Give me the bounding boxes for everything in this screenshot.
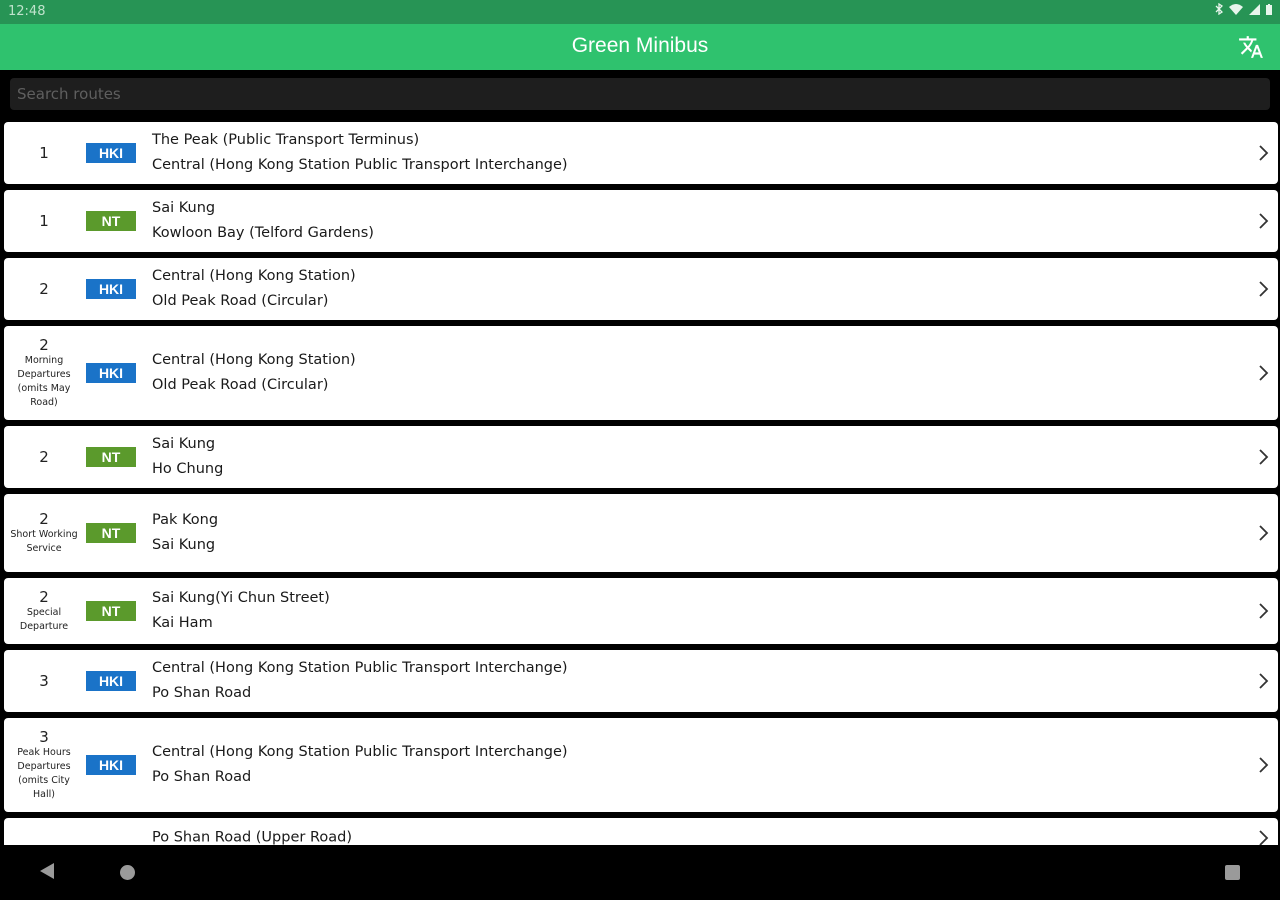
app-title: Green Minibus [571,34,709,57]
route-destination: Old Peak Road (Circular) [152,293,329,309]
route-destination: Po Shan Road [152,769,252,785]
route-number-block [4,818,84,845]
route-number-block [4,190,84,252]
route-number-block [4,578,84,644]
route-row[interactable] [4,578,1278,644]
search-input[interactable] [10,78,1270,110]
navigation-bar [0,845,1280,900]
chevron-right-icon [1256,212,1270,230]
route-row[interactable] [4,718,1278,812]
route-number-block [4,326,84,420]
status-icons [1215,3,1272,15]
route-number-block [4,122,84,184]
translate-icon[interactable] [1238,34,1264,60]
back-icon[interactable] [40,863,54,879]
route-number: 1 [39,144,49,162]
search-bar [0,70,1280,120]
region-badge: HKI [86,143,136,163]
region-badge: NT [86,211,136,231]
route-number-block [4,650,84,712]
app-bar [0,24,1280,70]
route-origin: The Peak (Public Transport Terminus) [152,132,420,148]
signal-icon [1249,4,1260,15]
route-service-note: Short Working Service [10,529,78,554]
route-origin: Sai Kung [152,436,216,452]
route-origin: Central (Hong Kong Station Public Transport Interchange) [152,744,568,760]
route-service-note: Peak Hours Departures (omits City Hall) [17,747,71,800]
route-destination: Sai Kung [152,537,216,553]
route-origin: Central (Hong Kong Station) [152,352,356,368]
route-number: 3 [39,672,49,690]
region-badge: HKI [86,363,136,383]
chevron-right-icon [1256,672,1270,690]
route-number: 2 [39,336,49,354]
route-number: 2 [39,280,49,298]
route-row[interactable] [4,650,1278,712]
route-number-block [4,718,84,812]
route-number: 1 [39,212,49,230]
route-row[interactable] [4,326,1278,420]
route-origin: Po Shan Road (Upper Road) [152,829,352,845]
chevron-right-icon [1256,280,1270,298]
status-time: 12:48 [8,4,46,19]
route-row[interactable] [4,426,1278,488]
route-origin: Pak Kong [152,512,219,528]
region-badge: NT [86,601,136,621]
region-badge: HKI [86,755,136,775]
wifi-icon [1229,4,1243,15]
route-destination: Central (Hong Kong Station Public Transport Interchange) [152,157,568,173]
route-origin: Central (Hong Kong Station Public Transport Interchange) [152,660,568,676]
route-number: 2 [39,448,49,466]
chevron-right-icon [1256,756,1270,774]
route-row[interactable] [4,818,1278,845]
chevron-right-icon [1256,448,1270,466]
route-stops [152,432,223,482]
route-stops [152,508,218,558]
route-row[interactable] [4,122,1278,184]
route-row[interactable] [4,494,1278,572]
chevron-right-icon [1256,144,1270,162]
route-origin: Sai Kung [152,200,216,216]
route-destination: Kai Ham [152,615,213,631]
route-number: 3 [39,728,49,746]
home-icon[interactable] [120,865,135,880]
route-stops [152,196,374,246]
route-stops [152,264,356,314]
route-number: 2 [39,510,49,528]
route-destination: Po Shan Road [152,685,252,701]
route-stops [152,656,568,706]
route-number: 2 [39,588,49,606]
route-service-note: Special Departure [19,607,69,632]
battery-icon [1266,4,1272,15]
chevron-right-icon [1256,829,1270,845]
region-badge: HKI [86,671,136,691]
region-badge: NT [86,523,136,543]
chevron-right-icon [1256,602,1270,620]
region-badge: NT [86,447,136,467]
route-stops [152,740,568,790]
route-row[interactable] [4,258,1278,320]
route-list [0,122,1280,845]
chevron-right-icon [1256,364,1270,382]
recent-apps-icon[interactable] [1225,865,1240,880]
route-origin: Central (Hong Kong Station) [152,268,356,284]
route-destination: Kowloon Bay (Telford Gardens) [152,225,374,241]
route-stops [152,826,352,846]
route-stops [152,348,356,398]
route-number-block [4,426,84,488]
route-number-block [4,494,84,572]
route-destination: Ho Chung [152,461,224,477]
route-stops [152,128,568,178]
route-origin: Sai Kung(Yi Chun Street) [152,590,330,606]
route-stops [152,586,330,636]
region-badge: HKI [86,279,136,299]
route-number-block [4,258,84,320]
route-row[interactable] [4,190,1278,252]
chevron-right-icon [1256,524,1270,542]
status-bar [0,0,1280,24]
route-destination: Old Peak Road (Circular) [152,377,329,393]
bluetooth-icon [1215,3,1223,15]
route-service-note: Morning Departures (omits May Road) [17,355,71,408]
